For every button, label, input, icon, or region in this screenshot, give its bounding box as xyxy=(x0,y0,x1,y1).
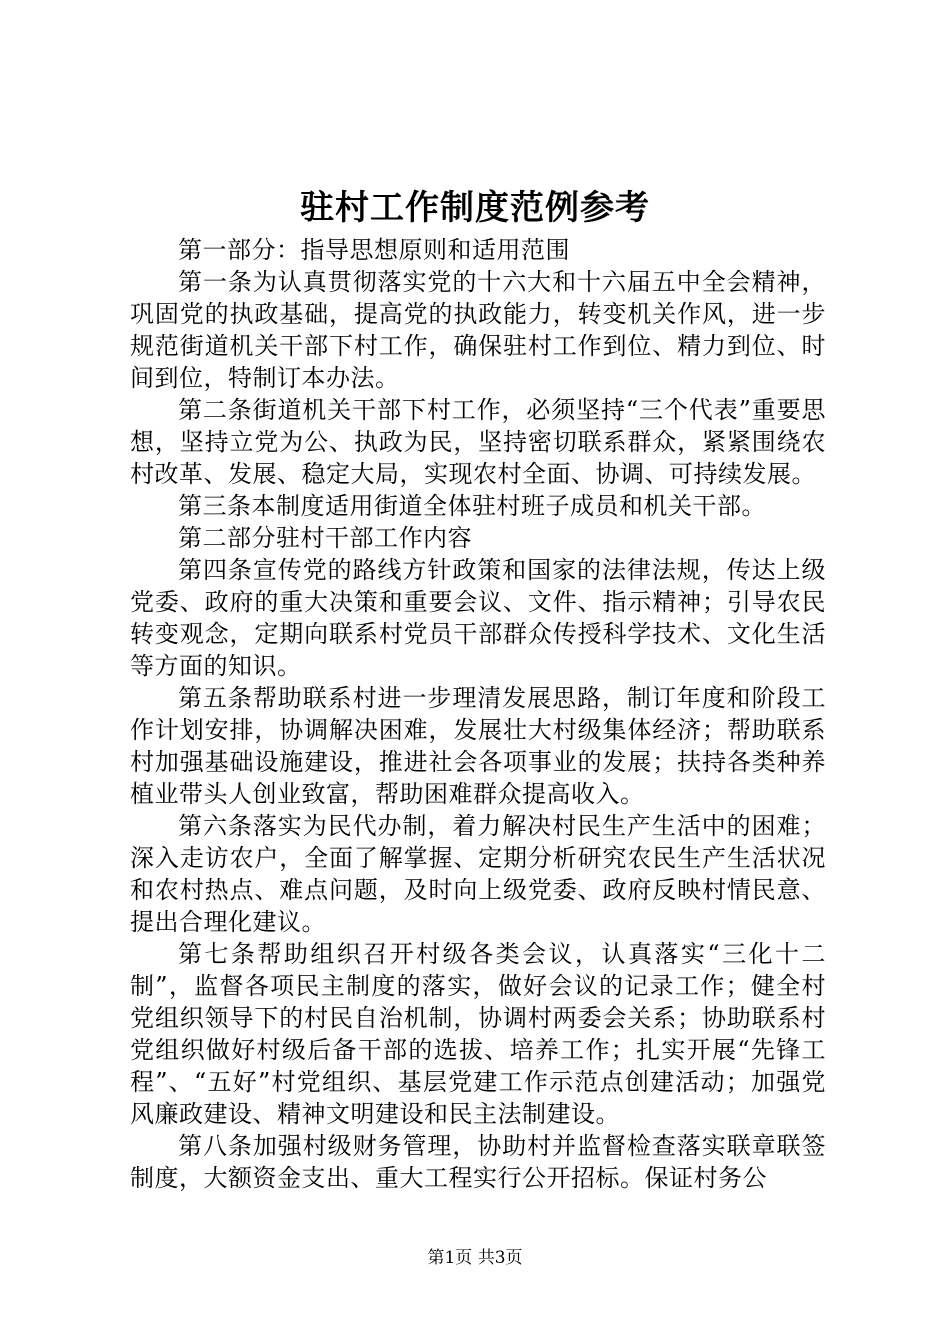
document-body xyxy=(130,234,826,1194)
section-heading-part-1: 第一部分：指导思想原则和适用范围 xyxy=(178,236,570,264)
article-5-paragraph: 第五条帮助联系村进一步理清发展思路，制订年度和阶段工作计划安排，协调解决困难，发展壮大村级集体经济；帮助联系村加强基础设施建设，推进社会各项事业的发展；扶持各类种养植业带头人创业致富，帮助困难群众提高收入。 xyxy=(130,684,826,808)
article-7-paragraph: 第七条帮助组织召开村级各类会议，认真落实“三化十二制”，监督各项民主制度的落实，做好会议的记录工作；健全村党组织领导下的村民自治机制，协调村两委会关系；协助联系村党组织做好村级后备干部的选拔、培养工作；扎实开展“先锋工程”、“五好”村党组织、基层党建工作示范点创建活动；加强党风廉政建设、精神文明建设和民主法制建设。 xyxy=(130,940,826,1128)
article-8-paragraph: 第八条加强村级财务管理，协助村并监督检查落实联章联签制度，大额资金支出、重大工程实行公开招标。保证村务公 xyxy=(130,1132,826,1192)
article-1-paragraph: 第一条为认真贯彻落实党的十六大和十六届五中全会精神，巩固党的执政基础，提高党的执政能力，转变机关作风，进一步规范街道机关干部下村工作，确保驻村工作到位、精力到位、时间到位，特制订本办法。 xyxy=(130,268,826,392)
document-title: 驻村工作制度范例参考 xyxy=(300,188,650,228)
section-heading-part-2: 第二部分驻村干部工作内容 xyxy=(178,524,472,552)
article-4-paragraph: 第四条宣传党的路线方针政策和国家的法律法规，传达上级党委、政府的重大决策和重要会议、文件、指示精神；引导农民转变观念，定期向联系村党员干部群众传授科学技术、文化生活等方面的知识。 xyxy=(130,556,826,680)
article-6-paragraph: 第六条落实为民代办制，着力解决村民生产生活中的困难；深入走访农户，全面了解掌握、定期分析研究农民生产生活状况和农村热点、难点问题，及时向上级党委、政府反映村情民意、提出合理化建议。 xyxy=(130,812,826,936)
article-3-paragraph: 第三条本制度适用街道全体驻村班子成员和机关干部。 xyxy=(178,492,766,520)
page-number-footer: 第1页 共3页 xyxy=(427,1248,523,1268)
article-2-paragraph: 第二条街道机关干部下村工作，必须坚持“三个代表”重要思想，坚持立党为公、执政为民，坚持密切联系群众，紧紧围绕农村改革、发展、稳定大局，实现农村全面、协调、可持续发展。 xyxy=(130,396,826,488)
